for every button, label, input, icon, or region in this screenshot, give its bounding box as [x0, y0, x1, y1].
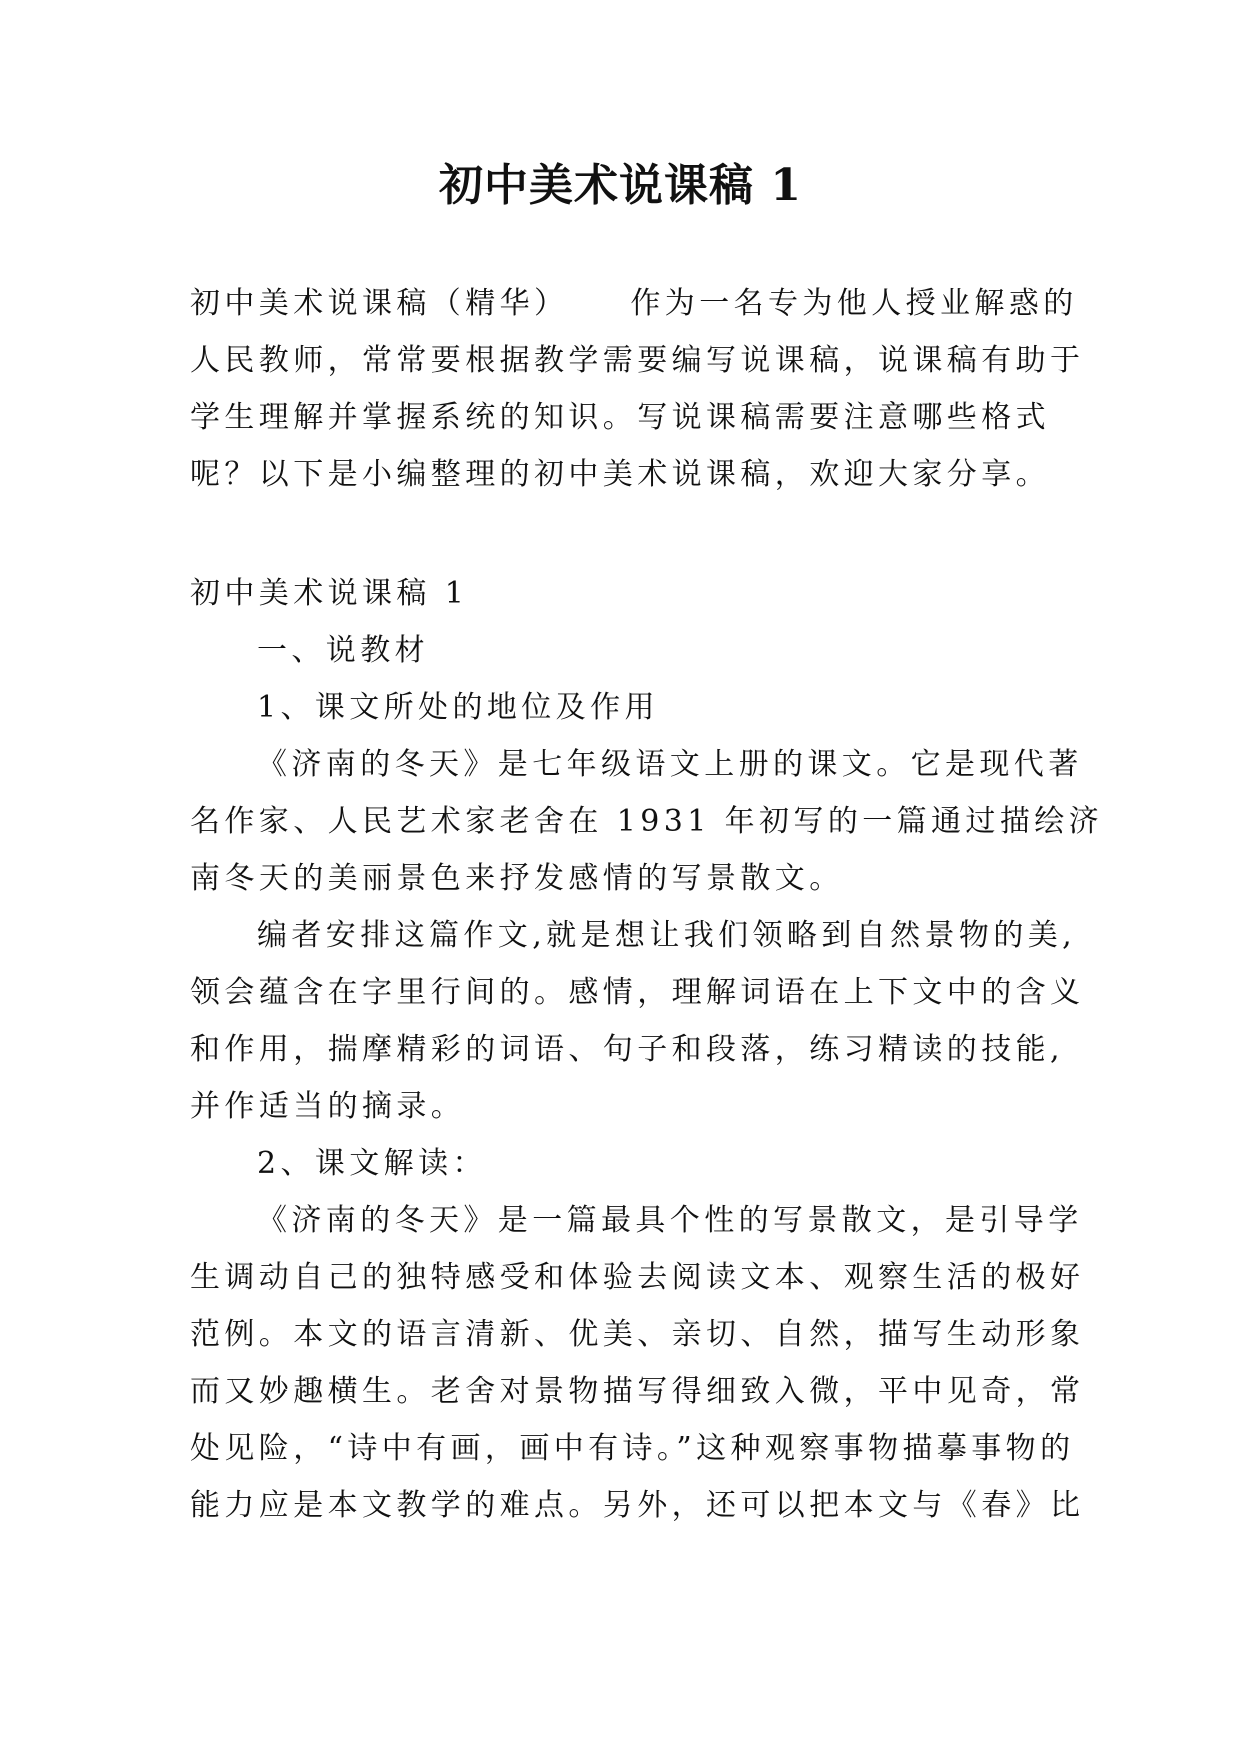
subheading-text-interpretation: 2、课文解读： [257, 1146, 487, 1181]
para1-line-2: 名作家、人民艺术家老舍在 1931 年初写的一篇通过描绘济 [190, 804, 1104, 839]
document-title: 初中美术说课稿 1 [439, 160, 802, 211]
para3-line-5: 处见险，“诗中有画，画中有诗。”这种观察事物描摹事物的 [190, 1431, 1075, 1466]
para2-line-3: 和作用，揣摩精彩的词语、句子和段落，练习精读的技能, [190, 1032, 1064, 1067]
section-title: 初中美术说课稿 1 [190, 576, 469, 611]
intro-line-1 [190, 284, 1078, 324]
para2-line-2: 领会蕴含在字里行间的。感情，理解词语在上下文中的含义 [190, 975, 1085, 1010]
intro-line-2: 人民教师，常常要根据教学需要编写说课稿，说课稿有助于 [190, 343, 1085, 378]
para3-line-2: 生调动自己的独特感受和体验去阅读文本、观察生活的极好 [190, 1260, 1085, 1295]
para3-line-6: 能力应是本文教学的难点。另外，还可以把本文与《春》比 [190, 1488, 1085, 1523]
intro-continuation-text: 作为一名专为他人授业解惑的 [630, 286, 1078, 321]
para3-line-3: 范例。本文的语言清新、优美、亲切、自然，描写生动形象 [190, 1317, 1085, 1352]
intro-line-3: 学生理解并掌握系统的知识。写说课稿需要注意哪些格式 [190, 400, 1050, 435]
heading-teaching-material: 一、说教材 [257, 633, 429, 668]
para3-line-1: 《济南的冬天》是一篇最具个性的写景散文，是引导学 [257, 1203, 1083, 1238]
intro-line-4: 呢？以下是小编整理的初中美术说课稿，欢迎大家分享。 [190, 457, 1050, 492]
para2-line-1: 编者安排这篇作文,就是想让我们领略到自然景物的美, [257, 918, 1077, 953]
para1-line-3: 南冬天的美丽景色来抒发感情的写景散文。 [190, 861, 844, 896]
para3-line-4: 而又妙趣横生。老舍对景物描写得细致入微，平中见奇，常 [190, 1374, 1085, 1409]
intro-lead-text: 初中美术说课稿（精华） [190, 286, 569, 321]
subheading-position-role: 1、课文所处的地位及作用 [257, 690, 659, 725]
para2-line-4: 并作适当的摘录。 [190, 1089, 466, 1124]
para1-line-1: 《济南的冬天》是七年级语文上册的课文。它是现代著 [257, 747, 1083, 782]
